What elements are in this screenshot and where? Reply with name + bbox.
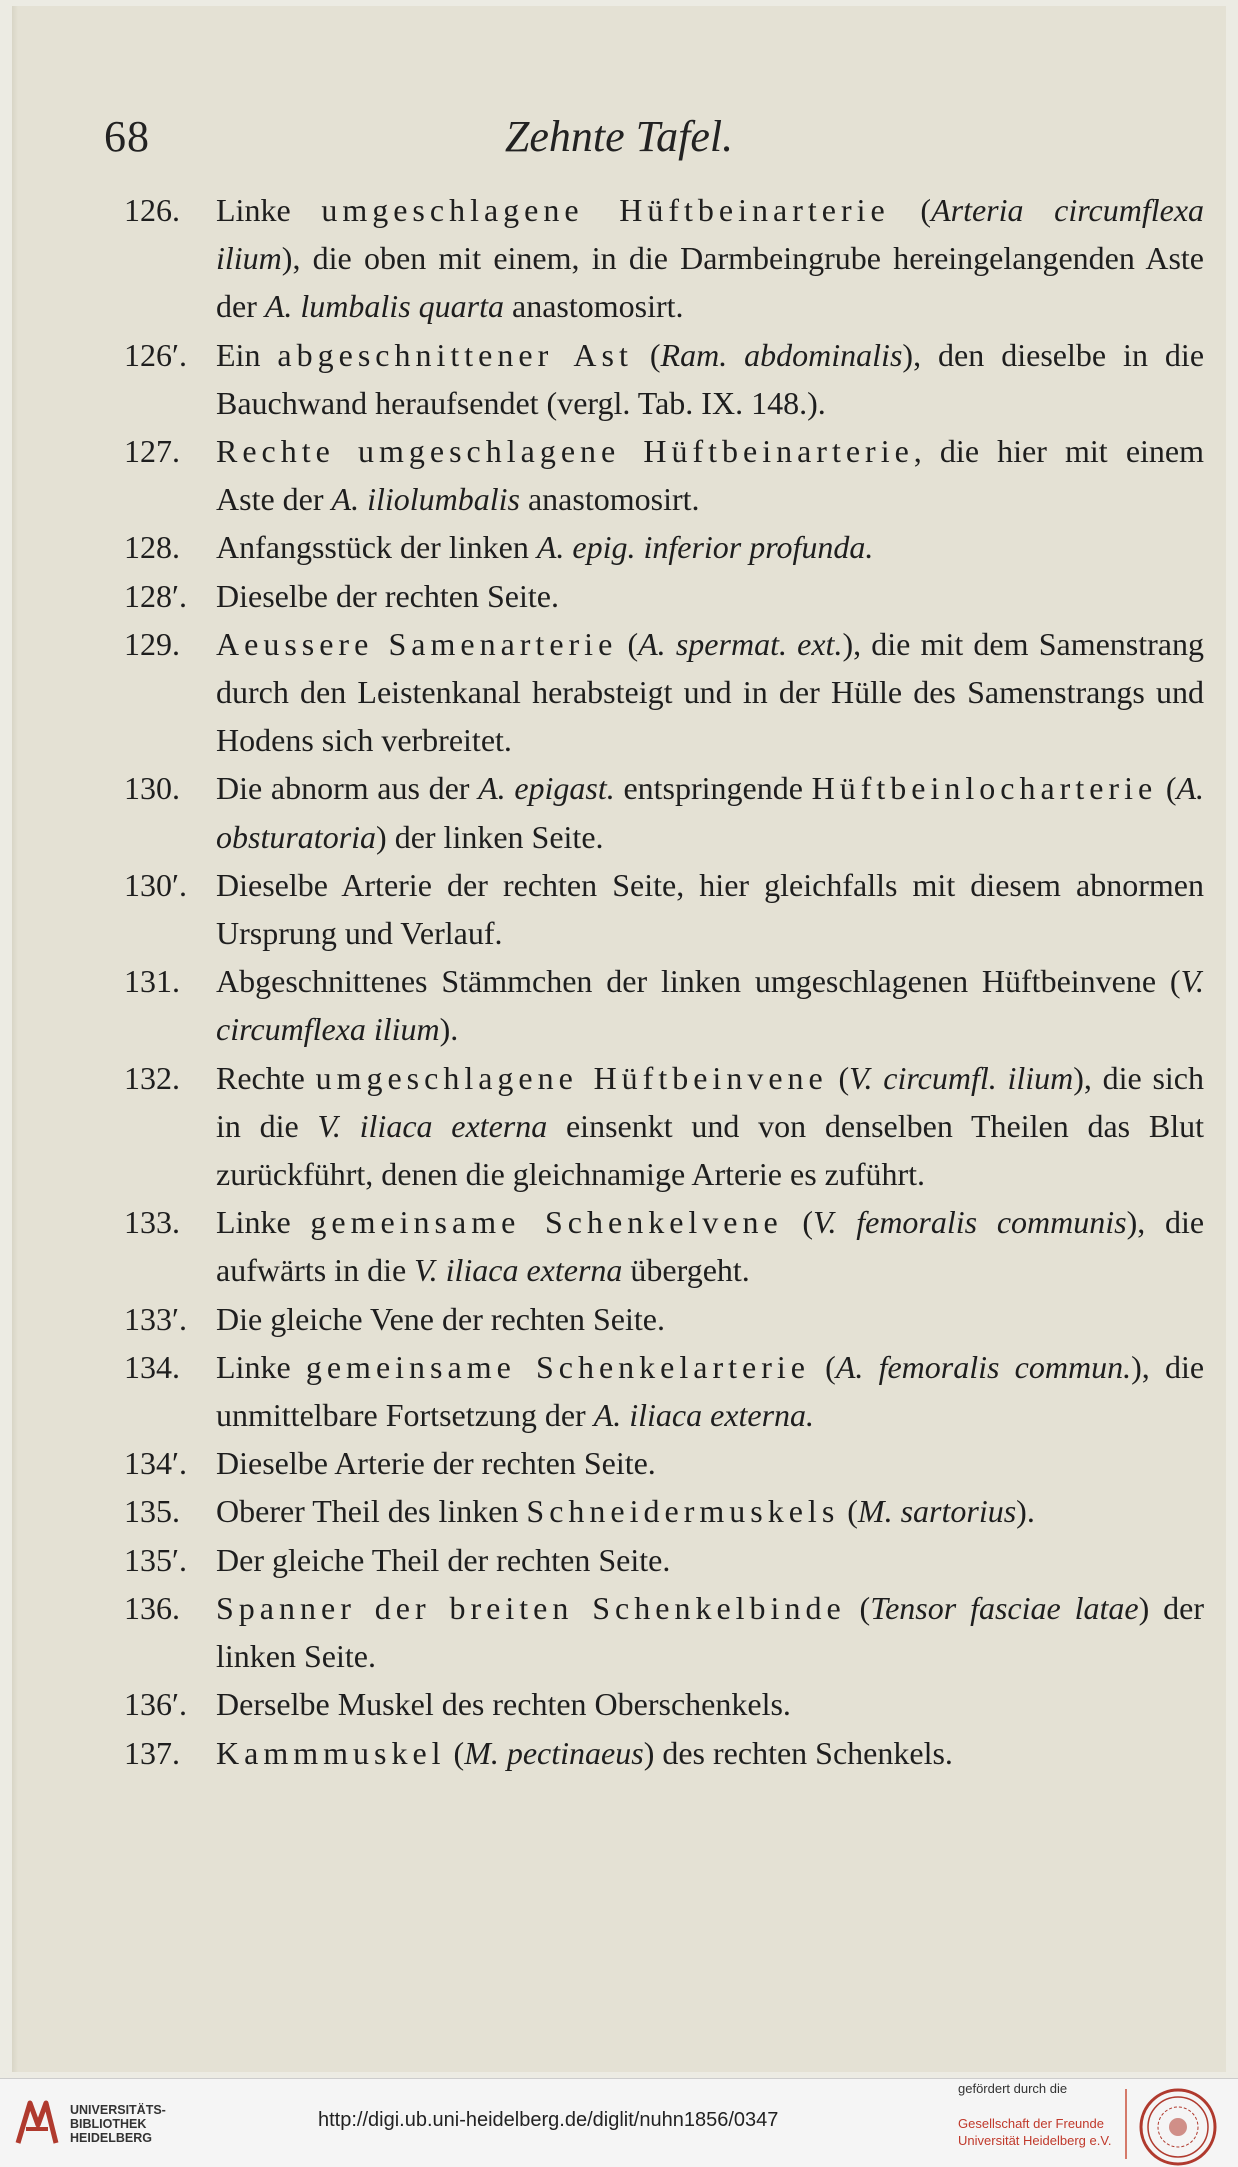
- spaced-term: umgeschlagene Hüftbeinvene: [315, 1059, 828, 1096]
- entry-text: Linke: [216, 1348, 306, 1385]
- entry-text: ).: [1016, 1493, 1035, 1530]
- latin-term: A. epig. inferior profunda.: [536, 529, 874, 566]
- entry-number: 134.: [124, 1348, 180, 1385]
- entry-text: anastomosirt.: [519, 481, 700, 518]
- spaced-term: Schneidermuskels: [526, 1493, 840, 1530]
- entry-text: Linke: [216, 1204, 311, 1241]
- entry-number: 127.: [124, 433, 180, 470]
- legend-entry: [124, 1729, 1204, 1777]
- entry-number: 135.: [124, 1493, 180, 1530]
- entry-text: übergeht.: [622, 1252, 750, 1289]
- entry-text: Die gleiche Vene der rechten Seite.: [216, 1300, 665, 1337]
- permalink-url[interactable]: http://digi.ub.uni-heidelberg.de/diglit/nuhn1856/0347: [318, 2109, 779, 2131]
- latin-term: Arteria circumflexa ilium: [216, 192, 1205, 277]
- legend-entry: [124, 1295, 1204, 1343]
- society-name[interactable]: Gesellschaft der Freunde Universität Heidelberg e.V.: [958, 2116, 1112, 2148]
- entry-number: 129.: [124, 625, 180, 662]
- footer-bar: [0, 2078, 1238, 2167]
- legend-entry: [124, 1536, 1204, 1584]
- entry-text: Ein: [216, 336, 278, 373]
- entry-number: 134′.: [124, 1445, 187, 1482]
- society-seal-icon[interactable]: [1138, 2087, 1218, 2167]
- entry-number: 132.: [124, 1059, 180, 1096]
- entry-text: Die abnorm aus der: [216, 770, 479, 807]
- entry-number: 131.: [124, 963, 180, 1000]
- legend-entry: [124, 1439, 1204, 1487]
- entry-text: Dieselbe Arterie der rechten Seite.: [216, 1445, 656, 1482]
- latin-term: V. circumflexa ilium: [216, 963, 1204, 1048]
- latin-term: A. lumbalis quarta: [264, 288, 504, 325]
- page-number: 68: [104, 112, 150, 161]
- legend-entry: [124, 1054, 1204, 1199]
- latin-term: V. iliaca externa: [414, 1252, 623, 1289]
- entry-text: (: [827, 1059, 850, 1096]
- entry-text: Anfangsstück der linken: [216, 529, 537, 566]
- spaced-term: abgeschnittener Ast: [277, 336, 633, 373]
- latin-term: A. epigast.: [478, 770, 615, 807]
- entry-number: 136.: [124, 1589, 180, 1626]
- latin-term: A. iliolumbalis: [331, 481, 520, 518]
- entry-number: 136′.: [124, 1686, 187, 1723]
- spaced-term: Kammmuskel: [216, 1734, 446, 1771]
- library-logo-icon[interactable]: [12, 2095, 62, 2151]
- entry-number: 126′.: [124, 336, 187, 373]
- entry-text: ), die oben mit einem, in die Darmbeingrube hereingelangenden Aste der: [216, 240, 1204, 325]
- legend-entry: [124, 957, 1204, 1053]
- running-title: Zehnte Tafel.: [504, 112, 734, 161]
- latin-term: M. pectinaeus: [464, 1734, 644, 1771]
- entry-text: ) der linken Seite.: [216, 1589, 1205, 1675]
- latin-term: Ram. abdominalis: [660, 336, 903, 373]
- latin-term: V. iliaca externa: [317, 1107, 548, 1144]
- spaced-term: umgeschlagene Hüftbeinarterie: [321, 192, 890, 228]
- entry-number: 137.: [124, 1734, 180, 1771]
- entry-text: entspringende: [614, 770, 812, 807]
- legend-entry: [124, 1680, 1204, 1728]
- entry-number: 133′.: [124, 1300, 187, 1337]
- legend-entry: [124, 331, 1204, 427]
- entry-text: ).: [439, 1011, 459, 1048]
- entry-text: Linke: [216, 192, 322, 228]
- entry-text: ) des rechten Schenkels.: [643, 1734, 953, 1771]
- spaced-term: Hüftbeinlocharterie: [811, 770, 1158, 807]
- entry-text: Oberer Theil des linken: [216, 1493, 527, 1530]
- entry-text: Dieselbe Arterie der rechten Seite, hier gleichfalls mit diesem abnormen Ursprung und Verlauf.: [216, 866, 1204, 952]
- entry-number: 128.: [124, 529, 180, 566]
- legend-entry: [124, 1487, 1204, 1535]
- legend-entry: [124, 1584, 1204, 1680]
- entry-text: ), die aufwärts in die: [216, 1204, 1205, 1289]
- entry-number: 133.: [124, 1204, 180, 1241]
- entry-number: 128′.: [124, 577, 187, 614]
- entry-text: ), die unmittelbare Fortsetzung der: [216, 1348, 1205, 1434]
- entry-text: Abgeschnittenes Stämmchen der linken umgeschlagenen Hüftbeinvene (: [216, 963, 1181, 1000]
- entry-text: , die hier mit einem Aste der: [216, 433, 1204, 518]
- entry-text: ), den dieselbe in die Bauchwand heraufsendet (vergl. Tab. IX. 148.).: [216, 336, 1205, 421]
- entry-number: 126.: [124, 192, 180, 228]
- latin-term: A. femoralis commun.: [835, 1348, 1132, 1385]
- entry-text: (: [809, 1348, 836, 1385]
- spaced-term: gemeinsame Schenkelvene: [310, 1204, 783, 1241]
- entry-text: einsenkt und von denselben Theilen das Blut zurückführt, denen die gleichnamige Arterie es zuführt.: [216, 1107, 1205, 1193]
- funded-by-label: gefördert durch die: [958, 2081, 1068, 2096]
- latin-term: A. obsturatoria: [216, 770, 1205, 855]
- entry-text: ), die sich in die: [216, 1059, 1204, 1144]
- entry-text: (: [889, 192, 932, 228]
- entry-text: (: [1157, 770, 1177, 807]
- entry-text: Rechte: [216, 1059, 316, 1096]
- entry-text: ), die mit dem Samenstrang durch den Leistenkanal herabsteigt und in der Hülle des Samenstrangs und Hodens sich verbreitet.: [216, 625, 1204, 759]
- entry-text: Dieselbe der rechten Seite.: [216, 577, 559, 614]
- entry-text: (: [839, 1493, 858, 1530]
- legend-entry: [124, 427, 1204, 523]
- spaced-term: Rechte umgeschlagene Hüftbeinarterie: [216, 433, 914, 470]
- scanned-page: [12, 6, 1226, 2072]
- entry-text: anastomosirt.: [503, 288, 684, 325]
- entry-number: 135′.: [124, 1541, 187, 1578]
- entry-text: (: [445, 1734, 465, 1771]
- spaced-term: Aeussere Samenarterie: [216, 625, 618, 662]
- entry-text: ) der linken Seite.: [376, 818, 604, 855]
- entry-text: (: [782, 1204, 814, 1241]
- latin-term: A. iliaca externa.: [593, 1397, 815, 1434]
- entry-text: (: [845, 1589, 871, 1626]
- legend-entry: [124, 523, 1204, 571]
- footer-divider: [1125, 2089, 1127, 2159]
- latin-term: A. spermat. ext.: [638, 625, 843, 662]
- spaced-term: gemeinsame Schenkelarterie: [305, 1348, 810, 1385]
- library-name[interactable]: UNIVERSITÄTS- BIBLIOTHEK HEIDELBERG: [70, 2103, 166, 2145]
- entry-text: Der gleiche Theil der rechten Seite.: [216, 1541, 671, 1578]
- latin-term: V. femoralis communis: [813, 1204, 1127, 1241]
- legend-entry: [124, 572, 1204, 620]
- entry-number: 130.: [124, 770, 180, 807]
- entry-text: Derselbe Muskel des rechten Oberschenkels.: [216, 1686, 791, 1723]
- legend-entry: [124, 764, 1204, 860]
- latin-term: V. circumfl. ilium: [849, 1059, 1074, 1096]
- spaced-term: Spanner der breiten Schenkelbinde: [216, 1589, 846, 1626]
- latin-term: M. sartorius: [857, 1493, 1017, 1530]
- entry-text: (: [617, 625, 639, 662]
- legend-entry: [124, 186, 1204, 331]
- page-header: [12, 111, 1226, 171]
- entry-text: (: [632, 336, 661, 373]
- latin-term: Tensor fasciae latae: [870, 1589, 1139, 1626]
- legend-entry: [124, 620, 1204, 765]
- legend-entry: [124, 861, 1204, 957]
- entry-number: 130′.: [124, 866, 187, 903]
- legend-entry: [124, 1198, 1204, 1294]
- legend-entries: [124, 186, 1204, 1777]
- legend-entry: [124, 1343, 1204, 1439]
